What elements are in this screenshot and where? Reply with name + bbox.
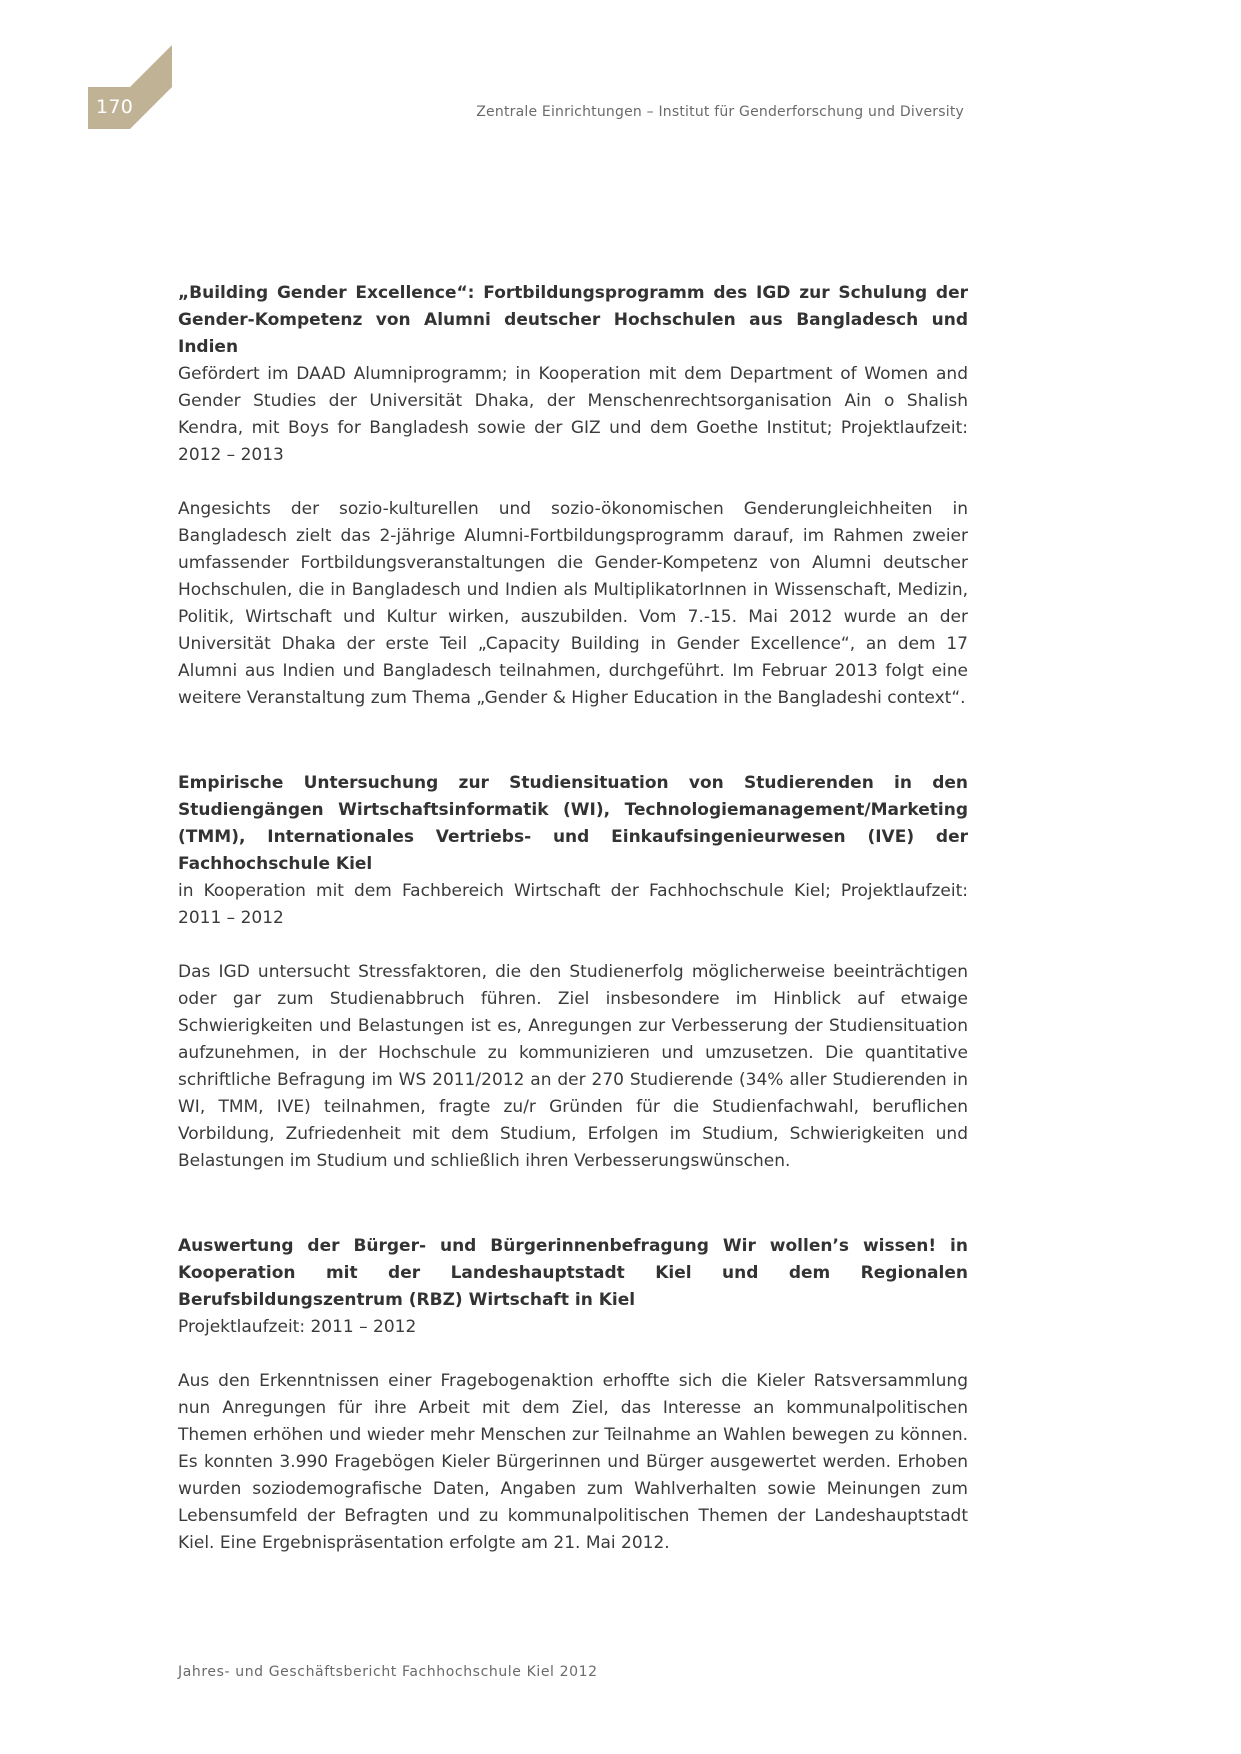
section-meta: Gefördert im DAAD Alumniprogramm; in Kooperation mit dem Department of Women and Gender Studies der Universität Dhaka, der Menschenrechtsorganisation Ain o Shalish Kendra, mit Boys for Bangladesh sowie der GIZ und dem Goethe Institut; Projektlaufzeit: 2012 – 2013	[178, 364, 968, 465]
section-body: Aus den Erkenntnissen einer Fragebogenaktion erhoffte sich die Kieler Ratsversammlung nun Anregungen für ihre Arbeit mit dem Ziel, das Interesse an kommunalpolitischen Themen erhöhen und wieder mehr Menschen zur Teilnahme an Wahlen bewegen zu können. Es konnten 3.990 Fragebögen Kieler Bürgerinnen und Bürger ausgewertet werden. Erhoben wurden soziodemografische Daten, Angaben zum Wahlverhalten sowie Meinungen zum Lebensumfeld der Befragten und zu kommunalpolitischen Themen der Landeshauptstadt Kiel. Eine Ergebnispräsentation erfolgte am 21. Mai 2012.	[178, 1371, 968, 1553]
project-section-gender-excellence	[178, 280, 968, 712]
page-footer: Jahres- und Geschäftsbericht Fachhochschule Kiel 2012	[178, 1664, 598, 1680]
page-number: 170	[96, 96, 134, 118]
project-section-buergerbefragung	[178, 1233, 968, 1557]
main-content	[178, 280, 968, 1615]
section-title: „Building Gender Excellence“: Fortbildungsprogramm des IGD zur Schulung der Gender-Kompetenz von Alumni deutscher Hochschulen aus Bangladesch und Indien	[178, 283, 968, 357]
section-body: Das IGD untersucht Stressfaktoren, die den Studienerfolg möglicherweise beeinträchtigen oder gar zum Studienabbruch führen. Ziel insbesondere im Hinblick auf etwaige Schwierigkeiten und Belastungen ist es, Anregungen zur Verbesserung der Studiensituation aufzunehmen, in der Hochschule zu kommunizieren und umzusetzen. Die quantitative schriftliche Befragung im WS 2011/2012 an der 270 Studierende (34% aller Studierenden in WI, TMM, IVE) teilnahmen, fragte zu/r Gründen für die Studienfachwahl, beruflichen Vorbildung, Zufriedenheit mit dem Studium, Erfolgen im Studium, Schwierigkeiten und Belastungen im Studium und schließlich ihren Verbesserungswünschen.	[178, 962, 968, 1171]
running-header: Zentrale Einrichtungen – Institut für Genderforschung und Diversity	[476, 104, 964, 120]
section-meta: Projektlaufzeit: 2011 – 2012	[178, 1317, 417, 1337]
section-meta: in Kooperation mit dem Fachbereich Wirtschaft der Fachhochschule Kiel; Projektlaufzeit: 2011 – 2012	[178, 881, 968, 928]
section-title: Auswertung der Bürger- und Bürgerinnenbefragung Wir wollen’s wissen! in Kooperation mit der Landeshauptstadt Kiel und dem Regionalen Berufsbildungszentrum (RBZ) Wirtschaft in Kiel	[178, 1236, 968, 1310]
section-body: Angesichts der sozio-kulturellen und sozio-ökonomischen Genderungleichheiten in Bangladesch zielt das 2-jährige Alumni-Fortbildungsprogramm darauf, im Rahmen zweier umfassender Fortbildungsveranstaltungen die Gender-Kompetenz von Alumni deutscher Hochschulen, die in Bangladesch und Indien als MultiplikatorInnen in Wissenschaft, Medizin, Politik, Wirtschaft und Kultur wirken, auszubilden. Vom 7.-15. Mai 2012 wurde an der Universität Dhaka der erste Teil „Capacity Building in Gender Excellence“, an dem 17 Alumni aus Indien und Bangladesch teilnahmen, durchgeführt. Im Februar 2013 folgt eine weitere Veranstaltung zum Thema „Gender & Higher Education in the Bangladeshi context“.	[178, 499, 968, 708]
section-title: Empirische Untersuchung zur Studiensituation von Studierenden in den Studiengängen Wirtschaftsinformatik (WI), Technologiemanagement/Marketing (TMM), Internationales Vertriebs- und Einkaufsingenieurwesen (IVE) der Fachhochschule Kiel	[178, 773, 968, 874]
project-section-studiensituation	[178, 770, 968, 1175]
